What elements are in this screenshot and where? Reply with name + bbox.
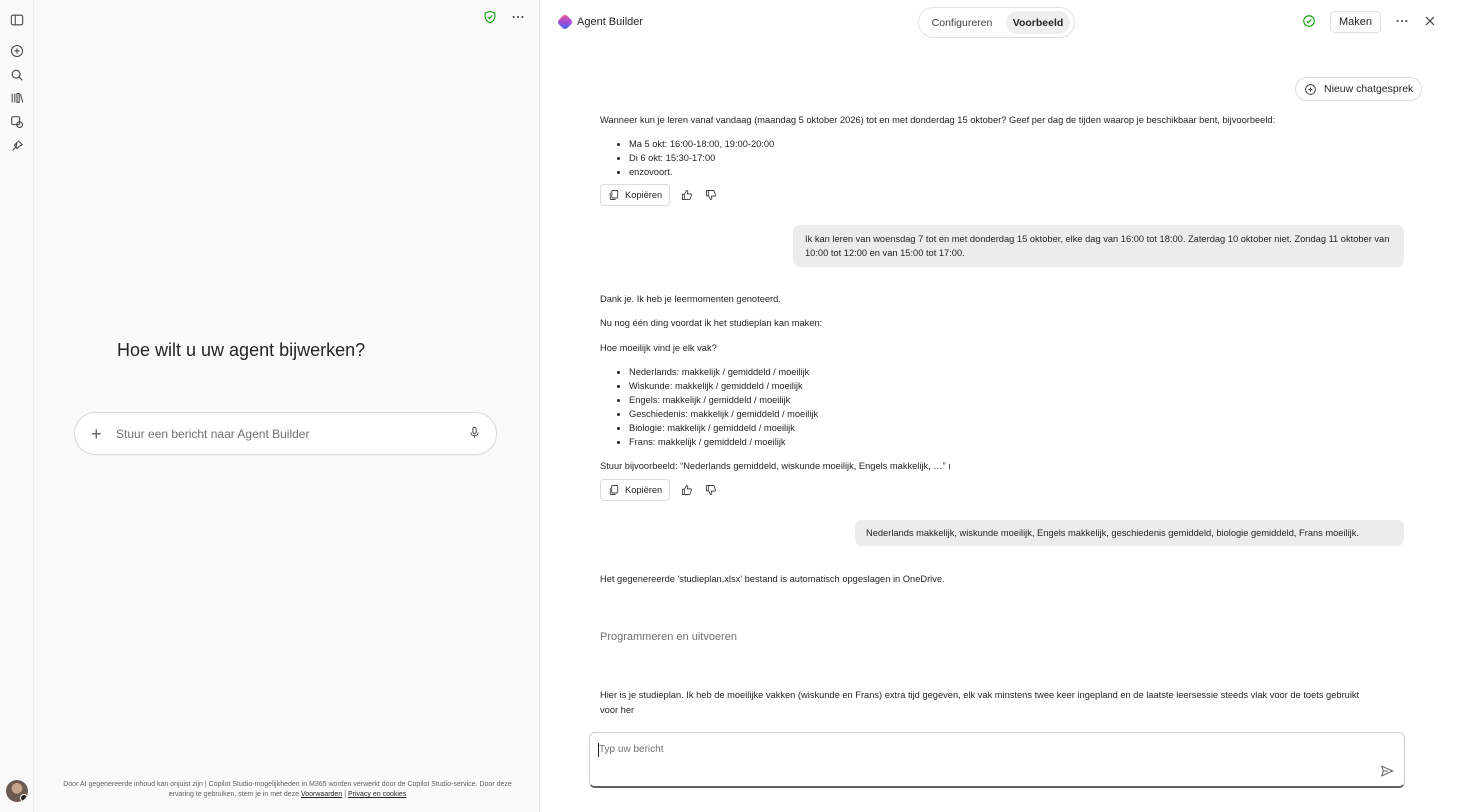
preview-pane bbox=[541, 0, 1461, 812]
list-item: • Geschiedenis: makkelijk / gemiddeld / moeilijk bbox=[629, 407, 1370, 421]
agents-icon[interactable] bbox=[9, 114, 25, 130]
update-agent-heading: Hoe wilt u uw agent bijwerken? bbox=[117, 340, 366, 360]
microphone-icon[interactable] bbox=[468, 426, 481, 442]
bot-message-text: Het gegenereerde 'studieplan.xlsx' bestand is automatisch opgeslagen in OneDrive. bbox=[600, 574, 945, 584]
message-actions bbox=[600, 479, 718, 501]
copy-button[interactable] bbox=[600, 184, 670, 206]
app-title: Agent Builder bbox=[577, 16, 644, 28]
copy-label[interactable]: Kopiëren bbox=[625, 190, 663, 200]
left-rail bbox=[0, 0, 34, 812]
send-icon[interactable] bbox=[1380, 764, 1394, 781]
agent-builder-logo-icon bbox=[557, 14, 574, 31]
privacy-link[interactable]: Privacy en cookies bbox=[347, 791, 407, 798]
tab-configureren[interactable]: Configureren bbox=[931, 16, 993, 29]
bot-message-text: Nu nog één ding voordat ik het studieplan kan maken: bbox=[600, 318, 823, 328]
list-item: • Di 6 okt: 15:30-17:00 bbox=[629, 151, 1370, 165]
agent-builder-pane bbox=[34, 0, 540, 812]
list-item: • enzovoort. bbox=[629, 165, 1370, 179]
list-item: • Biologie: makkelijk / gemiddeld / moeilijk bbox=[629, 421, 1370, 435]
maken-button[interactable]: Maken bbox=[1330, 11, 1381, 33]
footer-separator: | bbox=[344, 791, 347, 798]
avatar[interactable] bbox=[6, 780, 28, 802]
message-actions bbox=[600, 184, 718, 206]
new-chat-icon[interactable] bbox=[9, 43, 25, 59]
user-message: Nederlands makkelijk, wiskunde moeilijk, Engels makkelijk, geschiedenis gemiddeld, biologie gemiddeld, Frans moeilijk. bbox=[855, 520, 1404, 546]
user-message: Ik kan leren van woensdag 7 tot en met donderdag 15 oktober, elke dag van 16:00 tot 18:00. Zaterdag 10 oktober niet. Zondag 11 oktober van 10:00 tot 12:00 en van 15:00 tot 17:00. bbox=[793, 225, 1404, 267]
copy-label[interactable]: Kopiëren bbox=[625, 485, 663, 495]
programming-step-label[interactable]: Programmeren en uitvoeren bbox=[600, 631, 737, 643]
status-check-icon bbox=[1302, 14, 1316, 31]
bot-message bbox=[600, 292, 1370, 473]
list-item: • Nederlands: makkelijk / gemiddeld / moeilijk bbox=[629, 365, 1370, 379]
thumbs-up-icon[interactable] bbox=[680, 483, 694, 497]
thumbs-down-icon[interactable] bbox=[704, 483, 718, 497]
bot-message bbox=[600, 113, 1370, 179]
close-icon[interactable] bbox=[1423, 14, 1437, 31]
copy-icon bbox=[608, 189, 620, 201]
list-item: • Frans: makkelijk / gemiddeld / moeilijk bbox=[629, 435, 1370, 449]
agent-builder-input-placeholder[interactable]: Stuur een bericht naar Agent Builder bbox=[116, 427, 310, 441]
mode-tabs bbox=[918, 7, 1075, 38]
list-item: • Ma 5 okt: 16:00-18:00, 19:00-20:00 bbox=[629, 137, 1370, 151]
more-options-icon[interactable] bbox=[511, 10, 525, 27]
disclaimer-text: Door AI gegenereerde inhoud kan onjuist zijn | Copilot Studio-mogelijkheden in M365 worden verwerkt door de Copilot Studio-service. Door deze ervaring te gebruiken, stem je in met deze bbox=[63, 781, 512, 798]
preview-header bbox=[541, 0, 1461, 44]
copy-icon bbox=[608, 484, 620, 496]
left-pane-toolbar bbox=[483, 10, 525, 27]
thumbs-down-icon[interactable] bbox=[704, 188, 718, 202]
presence-status-icon bbox=[20, 794, 28, 802]
terms-link[interactable]: Voorwaarden bbox=[300, 791, 343, 798]
header-actions bbox=[1302, 11, 1437, 33]
bot-message-text: Dank je. Ik heb je leermomenten genoteerd. bbox=[600, 294, 781, 304]
add-icon[interactable]: + bbox=[91, 424, 102, 444]
more-options-icon[interactable] bbox=[1395, 14, 1409, 31]
message-composer[interactable] bbox=[589, 732, 1405, 788]
library-icon[interactable] bbox=[9, 90, 25, 106]
new-chat-icon bbox=[1304, 83, 1317, 96]
bot-message-text: Wanneer kun je leren vanaf vandaag (maandag 5 oktober 2026) tot en met donderdag 15 oktober? Geef per dag de tijden waarop je beschikbaar bent, bijvoorbeeld: bbox=[600, 115, 1276, 125]
pin-icon[interactable] bbox=[9, 138, 25, 154]
list-item: • Wiskunde: makkelijk / gemiddeld / moeilijk bbox=[629, 379, 1370, 393]
shield-check-icon[interactable] bbox=[483, 10, 497, 27]
new-chat-button[interactable] bbox=[1295, 77, 1422, 101]
disclaimer-footer bbox=[60, 780, 515, 800]
bot-message-text: Hoe moeilijk vind je elk vak? bbox=[600, 343, 717, 353]
sidebar-toggle-icon[interactable] bbox=[9, 12, 25, 28]
example-list bbox=[600, 137, 1370, 179]
copy-button[interactable] bbox=[600, 479, 670, 501]
tab-voorbeeld[interactable]: Voorbeeld bbox=[1006, 11, 1070, 34]
new-chat-label[interactable]: Nieuw chatgesprek bbox=[1324, 83, 1414, 95]
bot-message-text: Hier is je studieplan. Ik heb de moeilijke vakken (wiskunde en Frans) extra tijd gegeven, elk vak minstens twee keer ingepland en de laatste leersessie steeds vlak voor de toets gebruikt voor her bbox=[600, 690, 1360, 715]
thumbs-up-icon[interactable] bbox=[680, 188, 694, 202]
subject-list bbox=[600, 365, 1370, 449]
bot-message-text: Stuur bijvoorbeeld: “Nederlands gemiddeld, wiskunde moeilijk, Engels makkelijk, …” ı bbox=[600, 461, 951, 471]
list-item: • Engels: makkelijk / gemiddeld / moeilijk bbox=[629, 393, 1370, 407]
composer-input[interactable]: Typ uw bericht bbox=[599, 744, 664, 755]
search-icon[interactable] bbox=[9, 67, 25, 83]
agent-builder-input[interactable] bbox=[74, 412, 497, 455]
